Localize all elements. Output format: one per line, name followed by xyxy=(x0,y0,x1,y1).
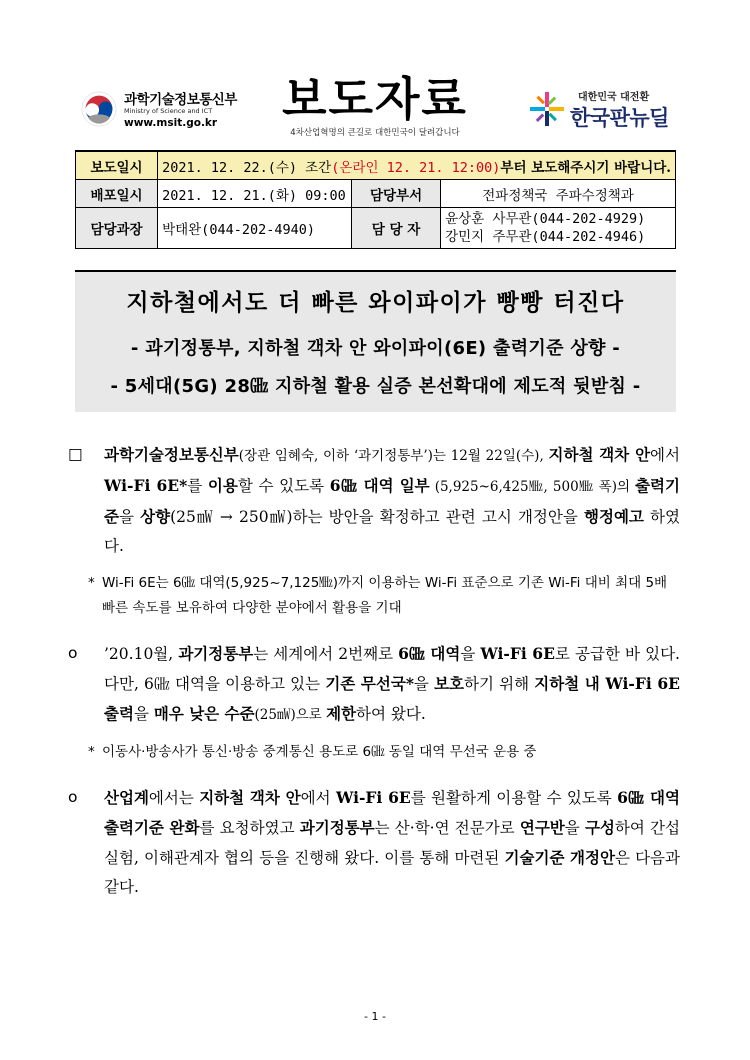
footnote-1-text: Wi-Fi 6E는 6㎓ 대역(5,925~7,125㎒)까지 이용하는 Wi-Fi 표준으로 기존 Wi-Fi 대비 최대 5배 빠른 속도를 보유하여 다양한 분야에서 활용을 기대 xyxy=(102,575,668,616)
paragraph-1-text: 과학기술정보통신부(장관 임혜숙, 이하 ‘과기정통부’)는 12월 22일(수), 지하철 객차 안에서 Wi-Fi 6E*를 이용할 수 있도록 6㎓ 대역 일부 (5,925~6,425㎒, 500㎒ 폭)의 출력기준을 상향(25㎽ → 250㎽)하는 방안을 확정하고 관련 고시 개정안을 행정예고 하였다. xyxy=(104,445,680,555)
paragraph-2 xyxy=(68,639,680,730)
newdeal-star-icon xyxy=(530,92,564,126)
release-label: 보도일시 xyxy=(76,151,158,180)
paragraph-1 xyxy=(68,440,680,561)
release-info-table xyxy=(75,150,676,249)
manager-value: 박태완(044-202-4940) xyxy=(158,208,352,249)
subheadline-2: - 5세대(5G) 28㎓ 지하철 활용 실증 본선확대에 제도적 뒷받침 - xyxy=(110,376,641,397)
staff-label: 담 당 자 xyxy=(352,208,441,249)
press-title: 보도자료 xyxy=(282,72,468,126)
release-value xyxy=(158,151,676,180)
circle-bullet: o xyxy=(68,644,78,662)
paragraph-3-text: 산업계에서는 지하철 객차 안에서 Wi-Fi 6E를 원활하게 이용할 수 있도록 6㎓ 대역 출력기준 완화를 요청하였고 과기정통부는 산·학·연 전문가로 연구반을 구성하여 간섭실험, 이해관계자 협의 등을 진행해 왔다. 이를 통해 마련된 기술기준 개정안은 다음과 같다. xyxy=(104,788,681,896)
staff-value xyxy=(441,208,676,249)
dept-label: 담당부서 xyxy=(352,180,441,208)
release-online-time: (온라인 12. 21. 12:00) xyxy=(331,159,501,176)
manager-row xyxy=(76,208,676,249)
manager-label: 담당과장 xyxy=(76,208,158,249)
staff-contact-2: 강민지 주무관(044-202-4946) xyxy=(445,229,646,245)
paragraph-2-text: ’20.10월, 과기정통부는 세계에서 2번째로 6㎓ 대역을 Wi-Fi 6E로 공급한 바 있다. 다만, 6㎓ 대역을 이용하고 있는 기존 무선국*을 보호하기 위해 지하철 내 Wi-Fi 6E 출력을 매우 낮은 수준(25㎽)으로 제한하여 왔다. xyxy=(104,644,680,723)
paragraph-3 xyxy=(68,783,681,902)
ministry-name: 과학기술정보통신부 xyxy=(124,92,237,108)
ministry-url: www.msit.go.kr xyxy=(124,117,218,129)
header xyxy=(0,60,750,150)
footnote-star: * xyxy=(88,575,95,591)
footnote-1 xyxy=(80,571,680,621)
dept-value: 전파정책국 주파수정책과 xyxy=(441,180,676,208)
subheadline-1: - 과기정통부, 지하철 객차 안 와이파이(6E) 출력기준 상향 - xyxy=(130,338,621,359)
release-note: 부터 보도해주시기 바랍니다. xyxy=(500,159,671,176)
circle-bullet: o xyxy=(68,788,78,806)
newdeal-logo xyxy=(530,84,680,138)
dist-value: 2021. 12. 21.(화) 09:00 xyxy=(158,180,352,208)
square-bullet: □ xyxy=(68,445,83,463)
staff-contact-1: 윤상훈 사무관(044-202-4929) xyxy=(445,211,646,227)
dist-label: 배포일시 xyxy=(76,180,158,208)
page-number: - 1 - xyxy=(364,1010,386,1023)
footnote-star: * xyxy=(88,744,95,760)
title-block xyxy=(75,270,676,412)
headline: 지하철에서도 더 빠른 와이파이가 빵빵 터진다 xyxy=(126,290,625,316)
release-date: 2021. 12. 22.(수) 조간 xyxy=(162,159,332,176)
body-text xyxy=(68,440,681,902)
newdeal-title: 한국판뉴딜 xyxy=(570,106,669,130)
slogan: 4차산업혁명의 큰길로 대한민국이 달려갑니다 xyxy=(290,128,460,138)
newdeal-subtitle: 대한민국 대전환 xyxy=(578,92,650,103)
footnote-2 xyxy=(80,740,680,765)
ministry-name-en: Ministry of Science and ICT xyxy=(124,107,213,115)
distribution-row xyxy=(76,180,676,208)
release-row xyxy=(76,151,676,180)
footnote-2-text: 이동사·방송사가 통신·방송 중계통신 용도로 6㎓ 동일 대역 무선국 운용 중 xyxy=(102,744,537,760)
